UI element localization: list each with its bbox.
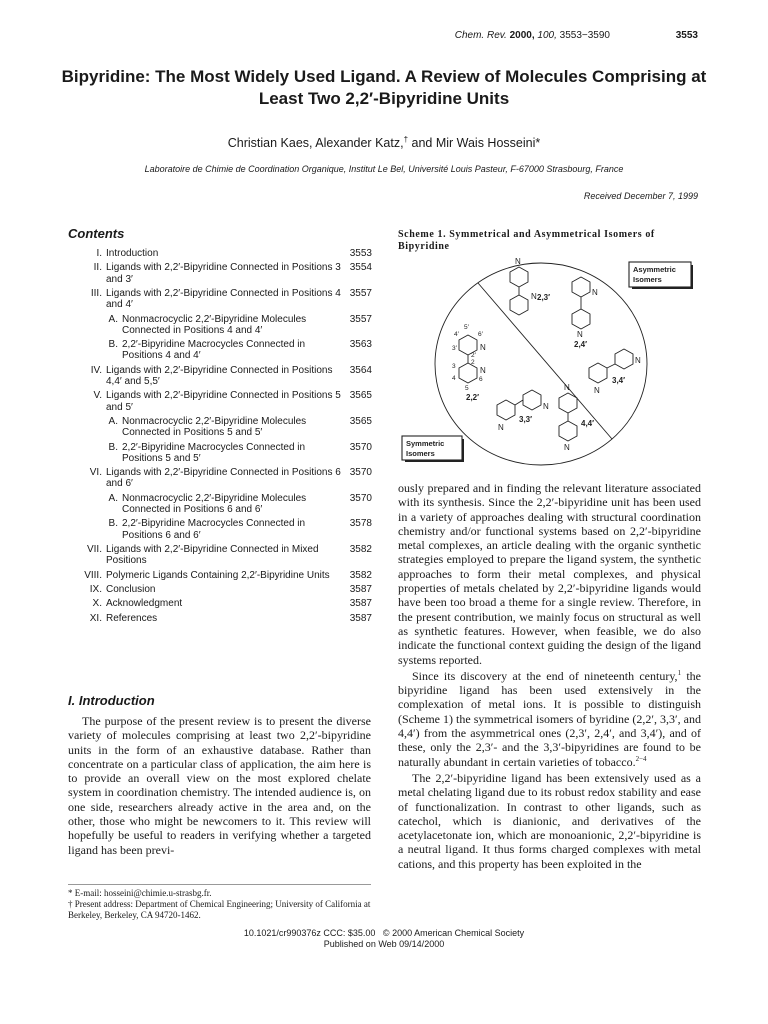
toc-item-number: A.: [108, 415, 118, 427]
label-4-4: 4,4′: [581, 419, 595, 428]
toc-item[interactable]: [68, 518, 372, 540]
toc-item-page: 3565: [349, 390, 372, 402]
article-title: Bipyridine: The Most Widely Used Ligand. A Review of Molecules Comprising at Least Two 2,2′-Bipyridine Units: [61, 67, 707, 108]
position-4: 4: [452, 375, 456, 382]
toc-item-number: II.: [93, 262, 102, 274]
footnotes: [68, 884, 371, 921]
atom-n: N: [592, 288, 598, 297]
toc-item-page: 3563: [349, 339, 372, 351]
label-2-2: 2,2′: [466, 393, 480, 402]
toc-item-page: 3587: [349, 612, 372, 624]
atom-n: N: [594, 386, 600, 395]
scheme-figure: [398, 255, 708, 473]
asymmetric-label-2: Isomers: [633, 275, 662, 284]
toc-item-number: I.: [96, 248, 102, 259]
toc-item-title: Ligands with 2,2′-Bipyridine Connected in Positions 6 and 6′: [106, 467, 341, 490]
toc-item-number: III.: [90, 287, 102, 299]
journal-volume: 100,: [537, 30, 557, 41]
toc-item[interactable]: [68, 598, 372, 609]
toc-item-number: VI.: [89, 467, 102, 479]
label-3-4: 3,4′: [612, 376, 626, 385]
position-4-prime: 4′: [454, 331, 459, 338]
publication-info: [0, 928, 768, 950]
toc-item-number: IV.: [90, 364, 102, 376]
toc-item-page: 3570: [349, 441, 372, 453]
contents-heading: Contents: [68, 226, 125, 241]
position-2-prime: 2′: [471, 352, 476, 359]
received-date: Received December 7, 1999: [583, 191, 698, 201]
bipyridine-44-structure: [559, 393, 577, 441]
toc-item[interactable]: [68, 570, 372, 581]
toc-item-number: A.: [108, 492, 118, 504]
position-3: 3: [452, 363, 456, 370]
toc-item[interactable]: [68, 262, 372, 284]
toc-item[interactable]: [68, 248, 372, 259]
bipyridine-34-structure: [589, 349, 633, 383]
affiliation: Laboratoire de Chimie de Coordination Organique, Institut Le Bel, Université Louis Pasteur, F-67000 Strasbourg, France: [144, 164, 624, 174]
table-of-contents: [68, 248, 372, 627]
right-paragraph-2: [398, 669, 701, 769]
label-3-3: 3,3′: [519, 415, 533, 424]
right-paragraph-3: The 2,2′-bipyridine ligand has been extensively used as a metal chelating ligand due to its robust redox stability and ease of functionalization. In contrast to other ligands, such as catechol, which is dianionic, and derivatives of the acetylacetonate ion, which are monoanionic, 2,2′-bipyridine is a neutral ligand. It thus forms charged complexes with metal cations, and this property has been exploited in the: [398, 770, 701, 871]
atom-n: N: [564, 443, 570, 452]
toc-item-number: V.: [93, 390, 102, 402]
toc-item[interactable]: [68, 613, 372, 624]
toc-item-title: 2,2′-Bipyridine Macrocycles Connected in Positions 6 and 6′: [122, 518, 306, 541]
p2-text-a: Since its discovery at the end of nineteenth century,: [412, 668, 678, 683]
position-3-prime: 3′: [452, 345, 457, 352]
position-5: 5: [465, 385, 469, 392]
published-line: Published on Web 09/14/2000: [323, 939, 445, 949]
toc-item-title: Conclusion: [106, 583, 156, 595]
atom-n: N: [480, 366, 486, 375]
toc-item-number: X.: [92, 598, 102, 610]
asymmetric-label-1: Asymmetric: [633, 265, 676, 274]
ref-2-4: 2−4: [635, 754, 647, 763]
introduction-heading: I. Introduction: [68, 693, 155, 708]
toc-item-title: Ligands with 2,2′-Bipyridine Connected in Positions 4,4′ and 5,5′: [106, 364, 333, 387]
toc-item-title: Acknowledgment: [106, 598, 183, 610]
doi-line: 10.1021/cr990376z CCC: $35.00 © 2000 American Chemical Society: [243, 928, 525, 938]
position-6: 6: [479, 376, 483, 383]
atom-n: N: [635, 356, 641, 365]
journal-reference: [0, 30, 610, 41]
journal-pages: 3553−3590: [559, 30, 610, 41]
position-5-prime: 5′: [464, 324, 469, 331]
toc-item[interactable]: [68, 442, 372, 464]
authors-rest: and Mir Wais Hosseini*: [408, 136, 541, 150]
toc-item-page: 3570: [349, 467, 372, 479]
scheme-caption: Scheme 1. Symmetrical and Asymmetrical Isomers of Bipyridine: [398, 229, 655, 252]
toc-item-page: 3587: [349, 583, 372, 595]
toc-item-title: References: [106, 612, 158, 624]
bipyridine-23-structure: [510, 267, 528, 315]
toc-item[interactable]: [68, 493, 372, 515]
toc-item-number: B.: [108, 518, 118, 530]
journal-name: Chem. Rev.: [454, 30, 507, 41]
bipyridine-24-structure: [572, 277, 590, 329]
toc-item-title: Nonmacrocyclic 2,2′-Bipyridine Molecules Connected in Positions 6 and 6′: [122, 492, 307, 515]
toc-item-page: 3578: [349, 518, 372, 530]
authors-line: Christian Kaes, Alexander Katz,: [227, 136, 404, 150]
atom-n: N: [564, 383, 570, 392]
atom-n: N: [531, 292, 537, 301]
toc-item-title: Ligands with 2,2′-Bipyridine Connected in Positions 5 and 5′: [106, 390, 341, 413]
toc-item-page: 3553: [349, 248, 372, 259]
left-column: [68, 714, 371, 857]
toc-item[interactable]: [68, 365, 372, 387]
authors: [0, 136, 768, 150]
atom-n: N: [480, 343, 486, 352]
toc-item-title: Introduction: [106, 248, 159, 259]
toc-item-page: 3557: [349, 287, 372, 299]
toc-item-title: 2,2′-Bipyridine Macrocycles Connected in Positions 5 and 5′: [122, 441, 306, 464]
toc-item[interactable]: [68, 390, 372, 412]
toc-item-title: Ligands with 2,2′-Bipyridine Connected in Mixed Positions: [106, 543, 319, 567]
toc-item-page: 3582: [349, 543, 372, 555]
atom-n: N: [577, 330, 583, 339]
toc-item-number: A.: [108, 313, 118, 325]
toc-item-number: IX.: [89, 583, 102, 595]
toc-item-number: B.: [108, 441, 118, 453]
ref-1: 1: [677, 668, 682, 677]
toc-item-page: 3565: [349, 415, 372, 427]
position-6-prime: 6′: [478, 331, 483, 338]
dagger-mark: †: [403, 134, 409, 144]
toc-item-number: VIII.: [84, 569, 102, 581]
footnote-email: * E-mail: hosseini@chimie.u-strasbg.fr.: [68, 888, 212, 898]
toc-item[interactable]: [68, 339, 372, 361]
toc-item[interactable]: [68, 314, 372, 336]
journal-year: 2000,: [509, 30, 535, 41]
toc-item[interactable]: [68, 584, 372, 595]
toc-item-page: 3564: [349, 364, 372, 376]
toc-item[interactable]: [68, 544, 372, 566]
toc-item-page: 3557: [349, 313, 372, 325]
symmetric-label-2: Isomers: [406, 449, 435, 458]
toc-item-title: Nonmacrocyclic 2,2′-Bipyridine Molecules Connected in Positions 5 and 5′: [122, 415, 307, 439]
toc-item-number: B.: [108, 339, 118, 351]
toc-item-number: VII.: [86, 543, 102, 555]
toc-item-title: Nonmacrocyclic 2,2′-Bipyridine Molecules Connected in Positions 4 and 4′: [122, 313, 307, 336]
toc-item[interactable]: [68, 416, 372, 438]
toc-item[interactable]: [68, 467, 372, 489]
p2-text-b: the bipyridine ligand has been used extensively in the complexation of metal ions. It is possible to distinguish (Scheme 1) the symmetrical isomers of byridine (2,2′, 3,3′, and 4,4′) from the asymmetrical ones (2,3′, 2,4′, and 3,4′), and of these, only the 2,3′- and the 3,3′-bipyridines are found to be naturally abundant in certain varieties of tobacco.: [398, 668, 701, 769]
scheme-drawing: [398, 255, 708, 473]
toc-item-title: 2,2′-Bipyridine Macrocycles Connected in Positions 4 and 4′: [122, 339, 306, 362]
atom-n: N: [543, 402, 549, 411]
intro-paragraph: The purpose of the present review is to present the diverse variety of molecules comprising at least two 2,2′-bipyridine units in the form of an exhaustive database. Rather than concentrate on a particular class of application, the aim here is to provide an overall view on the most explored chelate system in coordination chemistry. The intended audience is, on one side, researchers already active in the area and, on the other, those who might be newcomers to it. This review will hopefully be useful to readers in verifying whether a targeted ligand has been previ-: [68, 714, 371, 857]
page-number: 3553: [675, 30, 698, 41]
atom-n: N: [498, 423, 504, 432]
right-paragraph-1: ously prepared and in finding the relevant literature associated with its synthesis. Since the 2,2′-bipyridine unit has been used in a variety of approaches dealing with structural coordination chemistry and/or functional systems based on 2,2′-bipyridine metal complexes, an article dealing with the organic synthetic strategies employed to prepare the ligand system, the synthetic approaches to form their metal complexes, and physical properties of metals chelated by 2,2′-bipyridine ligands would have been too broad a theme for a single review. Therefore, in the present contribution, we mainly focus on structural as well as synthetic features. However, when feasible, we do also indicate the functional context guiding the design of the ligand systems reported.: [398, 481, 701, 667]
toc-item-title: Ligands with 2,2′-Bipyridine Connected in Positions 4 and 4′: [106, 287, 341, 311]
toc-item-page: 3554: [349, 262, 372, 274]
toc-item[interactable]: [68, 288, 372, 310]
toc-item-page: 3587: [349, 598, 372, 610]
right-column: [398, 481, 701, 873]
footnote-present-address: † Present address: Department of Chemical Engineering; University of California at Berkeley, Berkeley, CA 94720-1462.: [68, 899, 371, 920]
toc-item-title: Polymeric Ligands Containing 2,2′-Bipyridine Units: [106, 569, 330, 581]
label-2-4: 2,4′: [574, 340, 588, 349]
position-2: 2: [471, 359, 475, 366]
symmetric-label-1: Symmetric: [406, 439, 445, 448]
toc-item-page: 3582: [349, 569, 372, 581]
label-2-3: 2,3′: [537, 293, 551, 302]
toc-item-number: XI.: [89, 612, 102, 624]
toc-item-title: Ligands with 2,2′-Bipyridine Connected in Positions 3 and 3′: [106, 262, 341, 285]
toc-item-page: 3570: [349, 492, 372, 504]
atom-n: N: [515, 257, 521, 266]
